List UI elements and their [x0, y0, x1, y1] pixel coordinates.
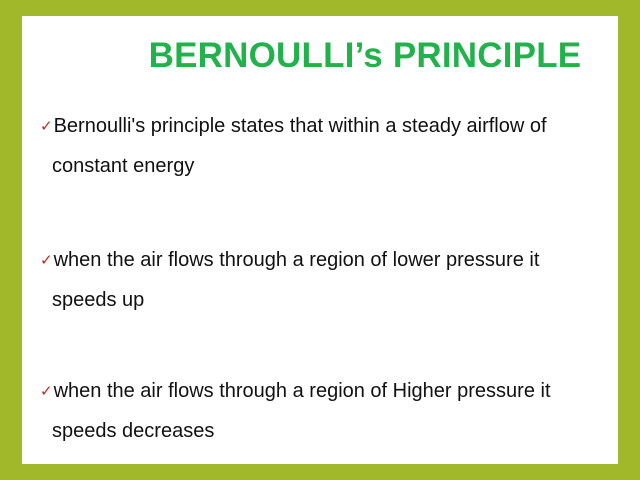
- bullet-1-line-1: Bernoulli's principle states that within a steady airflow of: [53, 115, 547, 137]
- bullet-item-1: [40, 107, 600, 186]
- checkmark-icon: ✓: [40, 117, 53, 135]
- bullet-item-2: [40, 241, 600, 320]
- bullet-2-line-2: speeds up: [52, 289, 145, 311]
- bullet-3-line-1: when the air flows through a region of Higher pressure it: [53, 380, 551, 402]
- checkmark-icon: ✓: [40, 382, 53, 400]
- slide-title: BERNOULLI’s PRINCIPLE: [148, 36, 582, 75]
- slide: [22, 16, 618, 464]
- bullet-3-line-2: speeds decreases: [52, 420, 215, 442]
- bullet-item-3: [40, 372, 600, 451]
- checkmark-icon: ✓: [40, 251, 53, 269]
- bullet-1-line-2: constant energy: [52, 155, 195, 177]
- bullet-2-line-1: when the air flows through a region of lower pressure it: [53, 249, 540, 271]
